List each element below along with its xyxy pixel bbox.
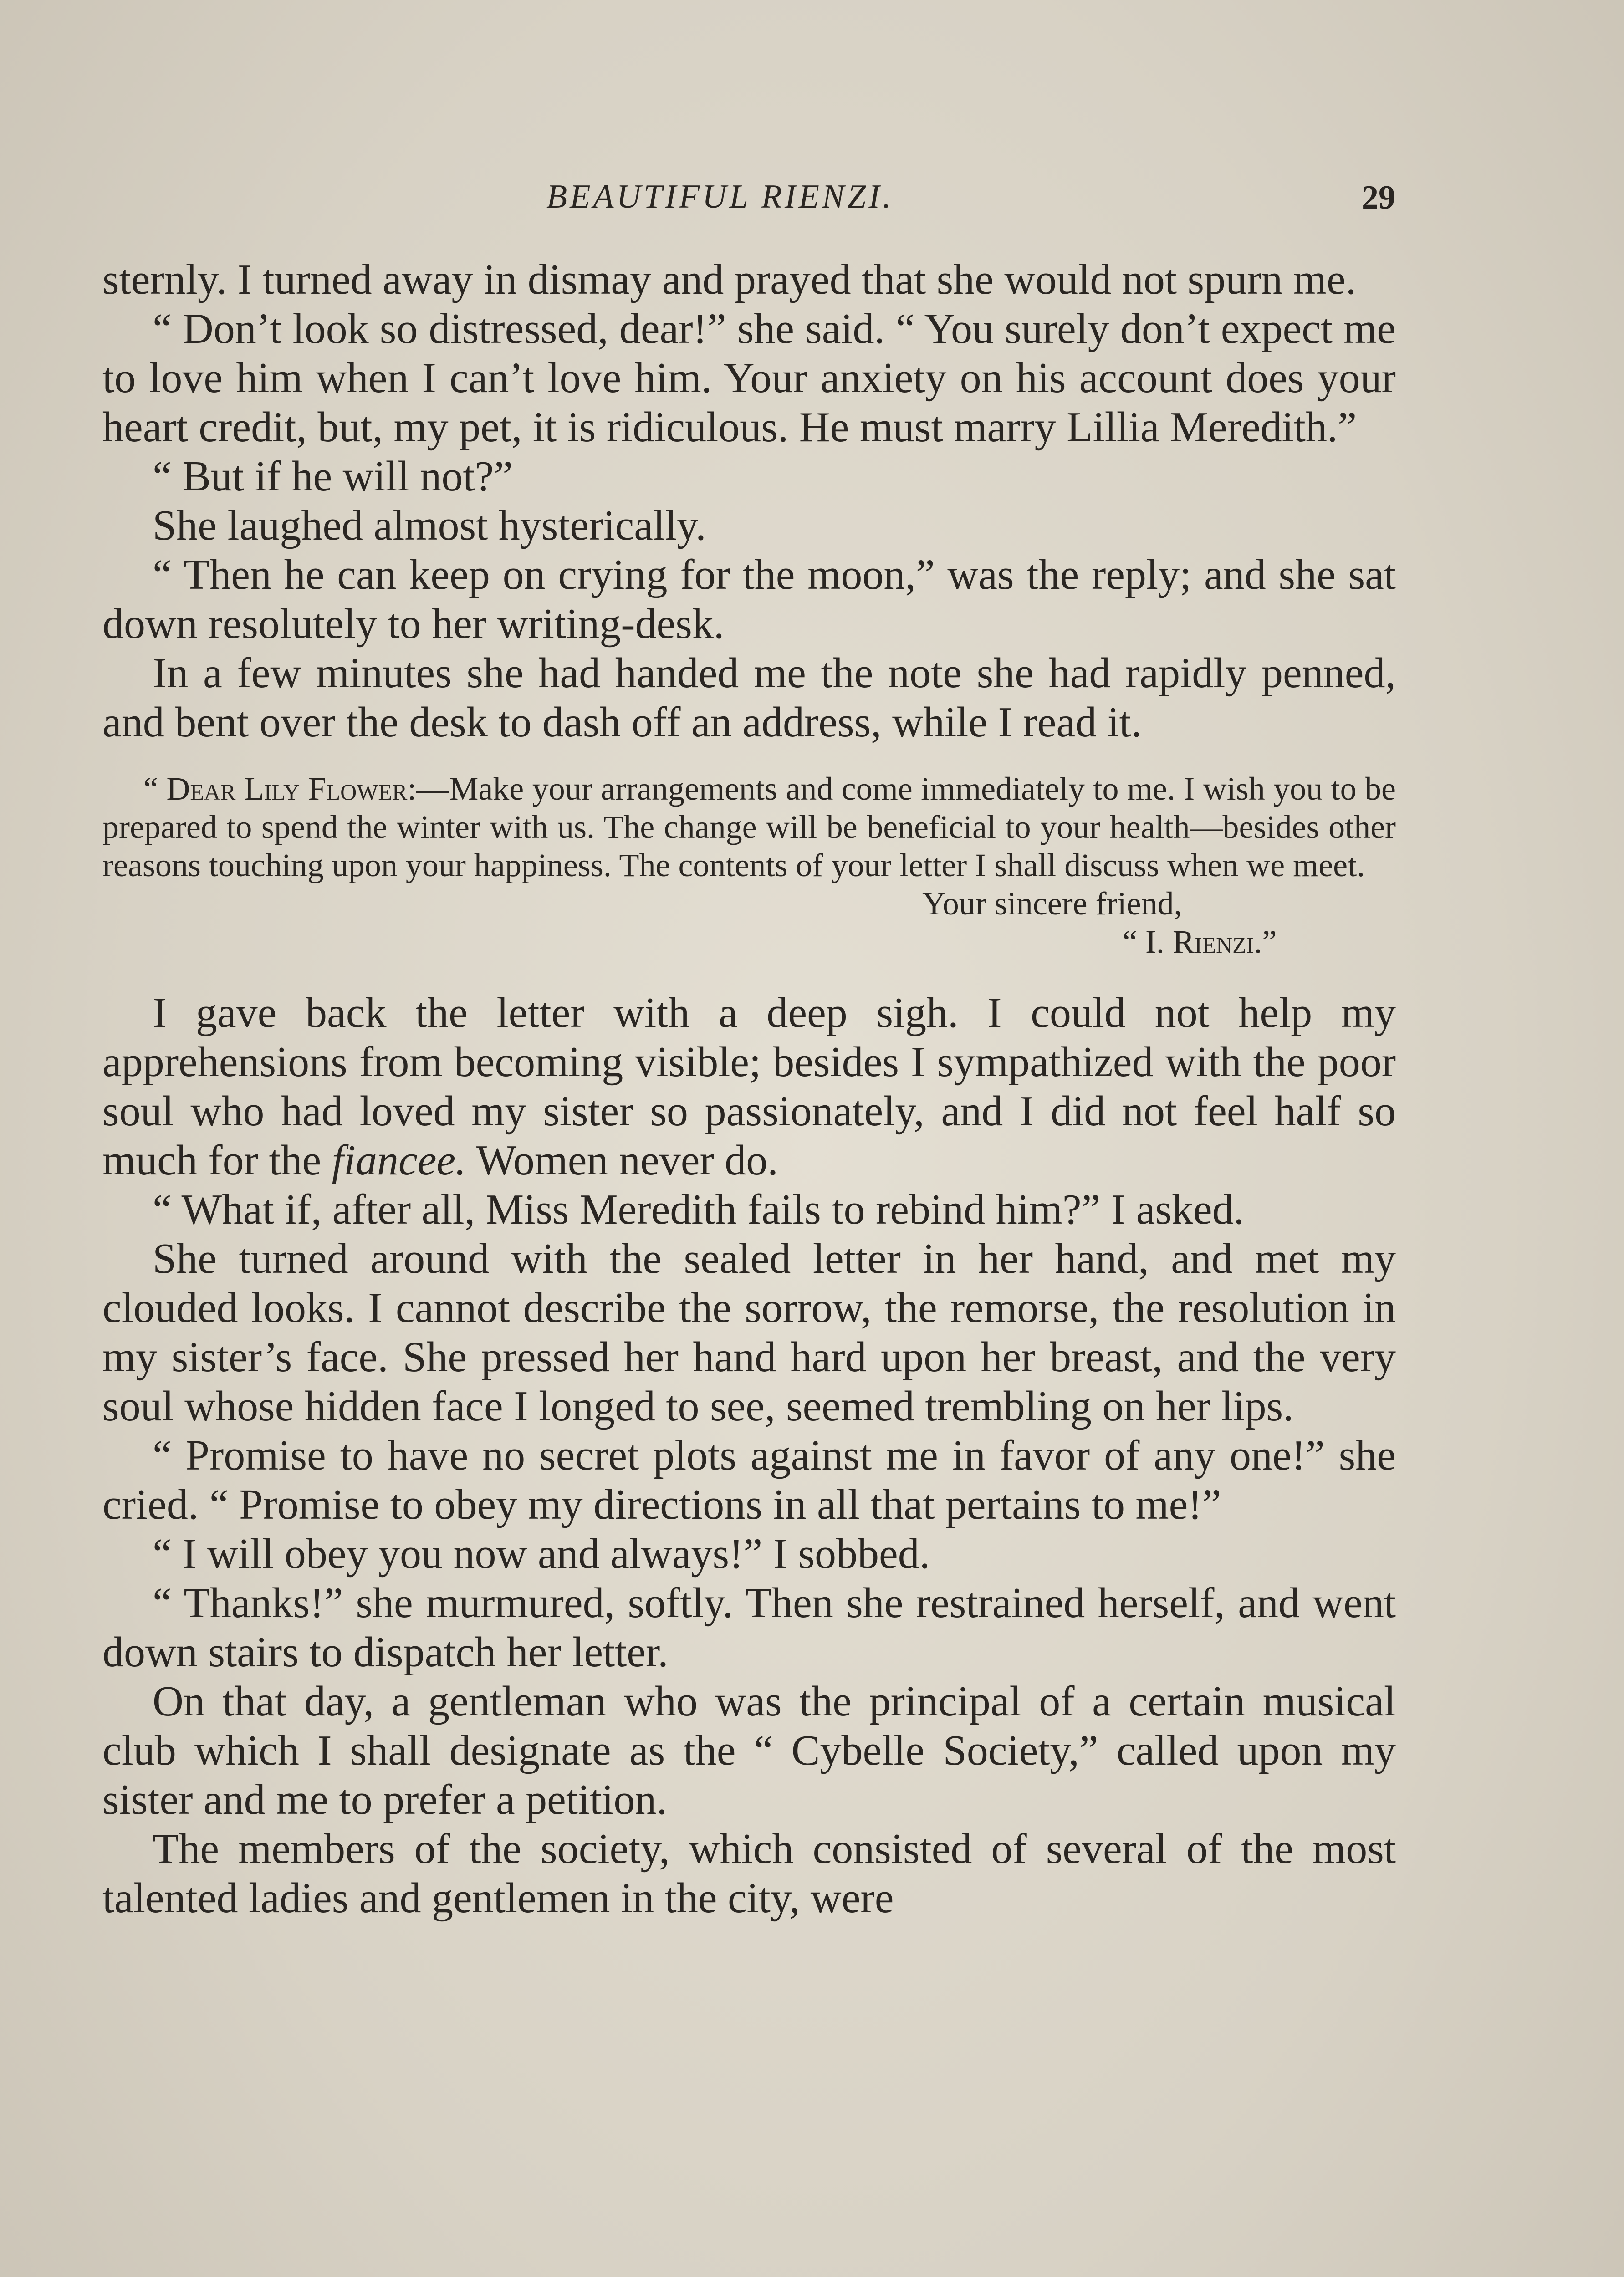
paragraph-2: “ Don’t look so distressed, dear!” she said. “ You surely don’t expect me to love him when I can’t love him. Your anxiety on his account does your heart credit, but, my pet, it is ridiculous. He must marry Lillia Meredith.”: [102, 305, 1396, 451]
letter-closing: Your sincere friend,: [922, 885, 1182, 922]
paragraph-10: “ Promise to have no secret plots against me in favor of any one!” she cried. “ Promise to obey my directions in all that pertains to me!”: [102, 1432, 1396, 1528]
body-text: [102, 255, 1396, 1923]
paragraph-7-text: I gave back the letter with a deep sigh. I could not help my apprehensions from becoming visible; besides I sympathized with the poor soul who had loved my sister so passionately, and I did not feel half so much for the: [102, 989, 1396, 1184]
paragraph-3: “ But if he will not?”: [153, 453, 513, 500]
page-header: [0, 173, 1624, 228]
paragraph-7-end: Women never do.: [476, 1137, 778, 1184]
paragraph-8: “ What if, after all, Miss Meredith fails to rebind him?” I asked.: [153, 1186, 1245, 1233]
fiancee-italic: fiancee.: [332, 1137, 466, 1184]
paragraph-6: In a few minutes she had handed me the note she had rapidly penned, and bent over the desk to dash off an address, while I read it.: [102, 649, 1396, 746]
letter-signature: “ I. Rienzi.”: [1123, 924, 1277, 960]
paragraph-4: She laughed almost hysterically.: [153, 502, 706, 549]
paragraph-13: On that day, a gentleman who was the principal of a certain musical club which I shall designate as the “ Cybelle Society,” called upon my sister and me to prefer a petition.: [102, 1678, 1396, 1823]
paragraph-14: The members of the society, which consisted of several of the most talented ladies and gentlemen in the city, were: [102, 1825, 1396, 1922]
paragraph-1: sternly. I turned away in dismay and prayed that she would not spurn me.: [102, 256, 1357, 303]
paragraph-12: “ Thanks!” she murmured, softly. Then she restrained herself, and went down stairs to dispatch her letter.: [102, 1579, 1396, 1676]
running-title: BEAUTIFUL RIENZI.: [546, 178, 894, 215]
page-number: 29: [1362, 179, 1395, 216]
paragraph-7: [102, 988, 1396, 1185]
paragraph-9: She turned around with the sealed letter in her hand, and met my clouded looks. I cannot describe the sorrow, the remorse, the resolution in my sister’s face. She pressed her hand hard upon her breast, and the very soul whose hidden face I longed to see, seemed trembling on her lips.: [102, 1235, 1396, 1430]
paragraph-5: “ Then he can keep on crying for the moon,” was the reply; and she sat down resolutely to her writing-desk.: [102, 551, 1396, 648]
letter-text: —Make your arrangements and come immediately to me. I wish you to be prepared to spend the winter with us. The change will be beneficial to your health—besides other reasons touching upon your happiness. The contents of your letter I shall discuss when we meet.: [102, 771, 1396, 883]
paragraph-11: “ I will obey you now and always!” I sobbed.: [153, 1530, 930, 1578]
letter-salutation: “ Dear Lily Flower:: [143, 771, 417, 807]
quoted-letter: [102, 770, 1396, 961]
letter-body: [102, 770, 1396, 884]
